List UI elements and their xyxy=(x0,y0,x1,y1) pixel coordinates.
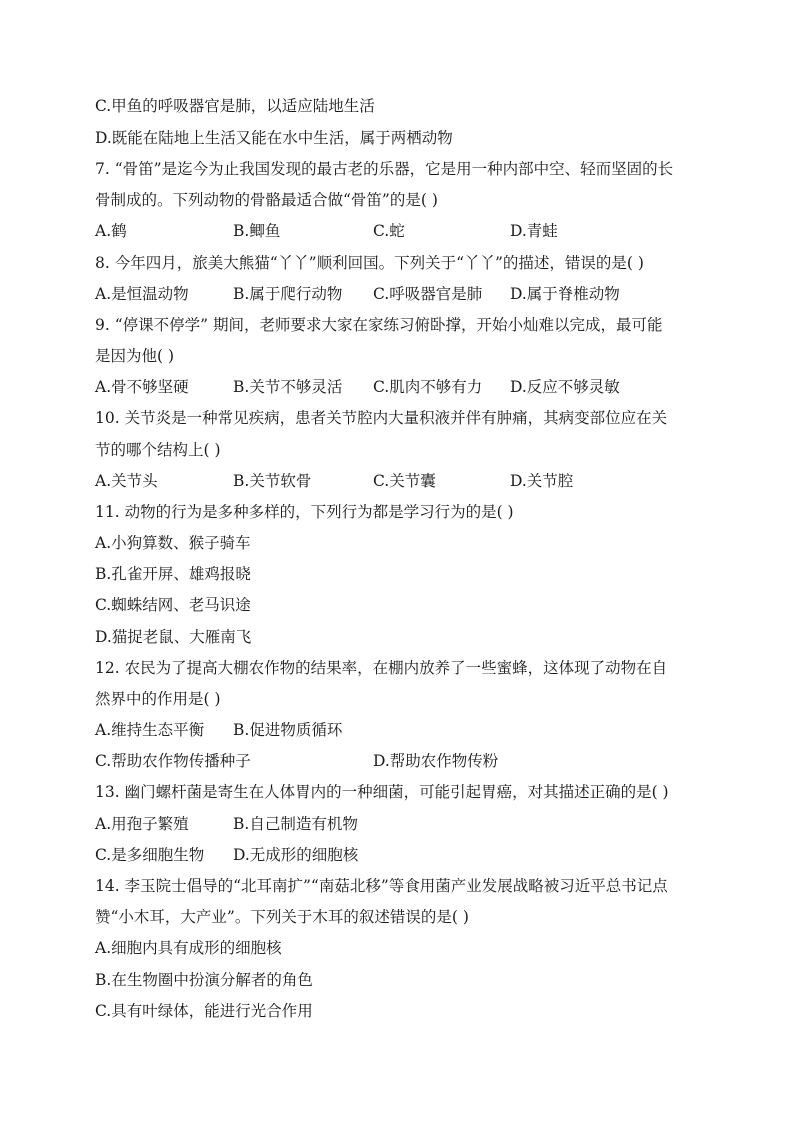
q10-stem-line2: 节的哪个结构上( ) xyxy=(95,441,221,459)
q10-stem-line1: 10. 关节炎是一种常见疾病，患者关节腔内大量积液并伴有肿痛，其病变部位应在关 xyxy=(95,409,668,427)
q12-option-c: C.帮助农作物传播种子 xyxy=(95,752,251,770)
q7-option-d: D.青蛙 xyxy=(510,222,558,240)
q12-option-d: D.帮助农作物传粉 xyxy=(373,752,499,770)
q10-option-a: A.关节头 xyxy=(95,472,158,490)
q9-option-b: B.关节不够灵活 xyxy=(233,378,343,396)
q8-option-a: A.是恒温动物 xyxy=(95,285,189,303)
q13-option-a: A.用孢子繁殖 xyxy=(95,815,189,833)
q11-option-c: C.蜘蛛结网、老马识途 xyxy=(95,596,251,614)
q9-option-d: D.反应不够灵敏 xyxy=(510,378,620,396)
q12-option-a: A.维持生态平衡 xyxy=(95,721,205,739)
q11-option-a: A.小狗算数、猴子骑车 xyxy=(95,534,251,552)
q11-stem-line1: 11. 动物的行为是多种多样的，下列行为都是学习行为的是( ) xyxy=(95,503,514,521)
q6-option-c: C.甲鱼的呼吸器官是肺，以适应陆地生活 xyxy=(95,97,375,115)
q8-option-b: B.属于爬行动物 xyxy=(233,285,343,303)
q14-option-a: A.细胞内具有成形的细胞核 xyxy=(95,939,282,957)
q8-option-c: C.呼吸器官是肺 xyxy=(373,285,483,303)
q14-stem-line1: 14. 李玉院士倡导的“北耳南扩”“南菇北移”等食用菌产业发展战略被习近平总书记点 xyxy=(95,877,668,895)
q8-stem-line1: 8. 今年四月，旅美大熊猫“丫丫”顺利回国。下列关于“丫丫”的描述，错误的是( ) xyxy=(95,254,644,272)
q10-option-b: B.关节软骨 xyxy=(233,472,312,490)
q9-option-c: C.肌肉不够有力 xyxy=(373,378,483,396)
q6-option-d: D.既能在陆地上生活又能在水中生活，属于两栖动物 xyxy=(95,129,453,147)
q8-option-d: D.属于脊椎动物 xyxy=(510,285,620,303)
q10-option-d: D.关节腔 xyxy=(510,472,574,490)
q11-option-d: D.猫捉老鼠、大雁南飞 xyxy=(95,628,252,646)
q7-option-a: A.鹤 xyxy=(95,222,127,240)
q12-stem-line2: 然界中的作用是( ) xyxy=(95,690,221,708)
q9-option-a: A.骨不够坚硬 xyxy=(95,378,189,396)
q10-option-c: C.关节囊 xyxy=(373,472,436,490)
q13-option-c: C.是多细胞生物 xyxy=(95,846,205,864)
q11-option-b: B.孔雀开屏、雄鸡报晓 xyxy=(95,565,251,583)
q14-option-b: B.在生物圈中扮演分解者的角色 xyxy=(95,971,313,989)
q14-stem-line2: 赞“小木耳，大产业”。下列关于木耳的叙述错误的是( ) xyxy=(95,908,469,926)
q7-option-c: C.蛇 xyxy=(373,222,405,240)
q12-stem-line1: 12. 农民为了提高大棚农作物的结果率，在棚内放养了一些蜜蜂，这体现了动物在自 xyxy=(95,659,668,677)
q13-option-d: D.无成形的细胞核 xyxy=(233,846,359,864)
q7-stem-line2: 骨制成的。下列动物的骨骼最适合做“骨笛”的是( ) xyxy=(95,191,438,209)
q13-option-b: B.自己制造有机物 xyxy=(233,815,358,833)
q14-option-c: C.具有叶绿体，能进行光合作用 xyxy=(95,1002,313,1020)
q13-stem-line1: 13. 幽门螺杆菌是寄生在人体胃内的一种细菌，可能引起胃癌，对其描述正确的是( ) xyxy=(95,783,669,801)
q7-stem-line1: 7. “骨笛”是迄今为止我国发现的最古老的乐器，它是用一种内部中空、轻而坚固的长 xyxy=(95,160,674,178)
q12-option-b: B.促进物质循环 xyxy=(233,721,343,739)
q7-option-b: B.鲫鱼 xyxy=(233,222,281,240)
q9-stem-line2: 是因为他( ) xyxy=(95,347,175,365)
q9-stem-line1: 9. “停课不停学” 期间，老师要求大家在家练习俯卧撑，开始小灿难以完成，最可能 xyxy=(95,316,663,334)
